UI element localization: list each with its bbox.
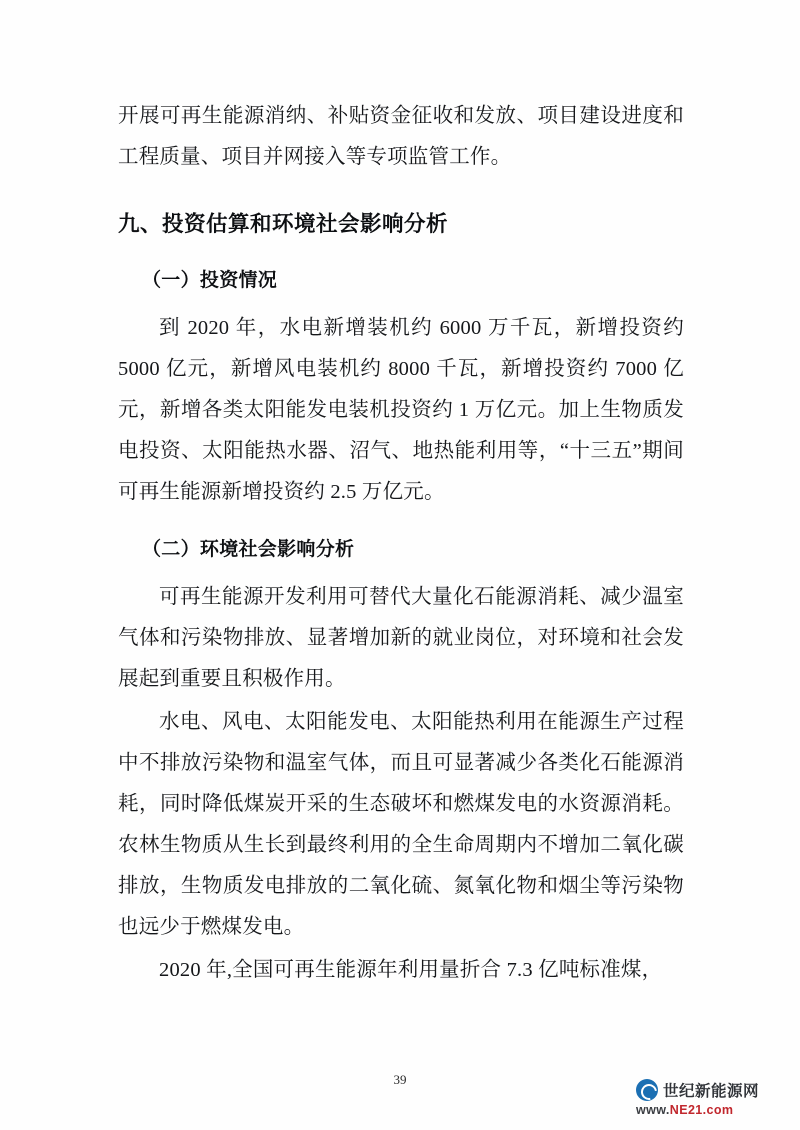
watermark-site-name: 世纪新能源网 bbox=[663, 1083, 760, 1100]
paragraph-impact-2: 水电、风电、太阳能发电、太阳能热利用在能源生产过程中不排放污染物和温室气体，而且可显著减少各类化石能源消耗，同时降低煤炭开采的生态破坏和燃煤发电的水资源消耗。农林生物质从生长到最终利用的全生命周期内不增加二氧化碳排放，生物质发电排放的二氧化硫、氮氧化物和烟尘等污染物也远少于燃煤发电。 bbox=[118, 711, 684, 938]
paragraph-impact-1: 可再生能源开发利用可替代大量化石能源消耗、减少温室气体和污染物排放、显著增加新的就业岗位，对环境和社会发展起到重要且积极作用。 bbox=[118, 586, 684, 690]
subsection-heading-investment: （一）投资情况 bbox=[142, 270, 278, 291]
subsection-investment-body bbox=[118, 308, 684, 513]
watermark bbox=[636, 1076, 786, 1120]
watermark-url-brand: NE21.com bbox=[669, 1103, 734, 1117]
subsection-heading-impact: （二）环境社会影响分析 bbox=[142, 539, 355, 560]
section-heading: 九、投资估算和环境社会影响分析 bbox=[118, 212, 449, 236]
watermark-title-row bbox=[636, 1079, 759, 1101]
page-content bbox=[118, 96, 684, 993]
page-number: 39 bbox=[393, 1072, 407, 1087]
watermark-url bbox=[636, 1103, 733, 1117]
paragraph-impact-3: 2020 年,全国可再生能源年利用量折合 7.3 亿吨标准煤， bbox=[159, 959, 663, 981]
paragraph-continued: 开展可再生能源消纳、补贴资金征收和发放、项目建设进度和工程质量、项目并网接入等专项监管工作。 bbox=[118, 105, 684, 168]
subsection-impact-body bbox=[118, 577, 684, 991]
watermark-url-prefix: www. bbox=[636, 1103, 670, 1117]
paragraph-investment-1: 到 2020 年，水电新增装机约 6000 万千瓦，新增投资约 5000 亿元，新增风电装机约 8000 千瓦，新增投资约 7000 亿元，新增各类太阳能发电装机投资约 1 万亿元。加上生物质发电投资、太阳能热水器、沼气、地热能利用等，“十三五”期间可再生能源新增投资约 2.5 万亿元。 bbox=[118, 317, 684, 503]
globe-icon bbox=[636, 1079, 658, 1101]
